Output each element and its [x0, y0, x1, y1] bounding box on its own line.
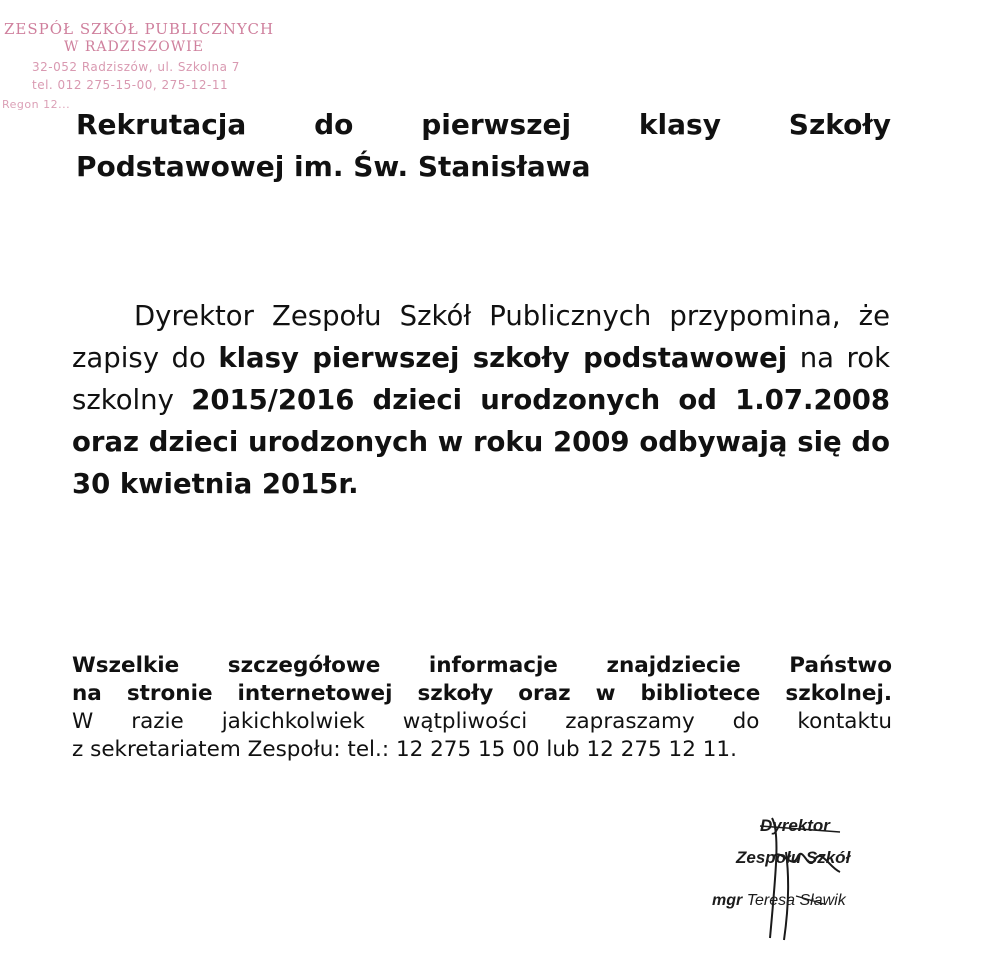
signature-person: Teresa Sławik	[746, 892, 846, 909]
info-line-3: W razie jakichkolwiek wątpliwości zapraszamy do kontaktu	[72, 709, 892, 734]
title-line-2: Podstawowej im. Św. Stanisława	[76, 150, 591, 183]
signature-prefix: mgr	[712, 892, 743, 909]
title-word: klasy	[638, 108, 721, 141]
signature-title: Dyrektor	[760, 816, 830, 835]
info-line-1: Wszelkie szczegółowe informacje znajdziecie Państwo	[72, 653, 892, 678]
info-line-4: z sekretariatem Zespołu: tel.: 12 275 15 00 lub 12 275 12 11.	[72, 737, 737, 762]
stamp-address: 32-052 Radziszów, ul. Szkolna 7	[32, 60, 240, 74]
announcement-paragraph	[72, 295, 890, 505]
document-title	[76, 104, 891, 188]
stamp-regon: Regon 12...	[2, 98, 71, 111]
signature-organization: Zespołu Szkół	[736, 848, 851, 867]
title-line-1	[76, 104, 891, 146]
stamp-town: W RADZISZOWIE	[64, 39, 204, 55]
announcement-year-label: na rok szkolny	[72, 342, 890, 416]
contact-info	[72, 652, 892, 764]
announcement-details: 2015/2016 dzieci urodzonych od 1.07.2008 oraz dzieci urodzonych w roku 2009 odbywają się do 30 kwietnia 2015r.	[72, 384, 890, 500]
stamp-phone: tel. 012 275-15-00, 275-12-11	[32, 78, 229, 92]
stamp-school-name: ZESPÓŁ SZKÓŁ PUBLICZNYCH	[4, 20, 275, 38]
director-signature	[700, 812, 900, 952]
title-word: Rekrutacja	[76, 108, 247, 141]
announcement-class: klasy pierwszej szkoły podstawowej	[218, 342, 788, 374]
title-word: do	[314, 108, 354, 141]
signature-name	[712, 892, 846, 910]
title-word: pierwszej	[421, 108, 572, 141]
title-word: Szkoły	[788, 108, 891, 141]
info-line-2: na stronie internetowej szkoły oraz w bibliotece szkolnej.	[72, 681, 892, 706]
announcement-intro: Dyrektor Zespołu Szkół Publicznych przypomina, że zapisy do	[72, 300, 890, 374]
